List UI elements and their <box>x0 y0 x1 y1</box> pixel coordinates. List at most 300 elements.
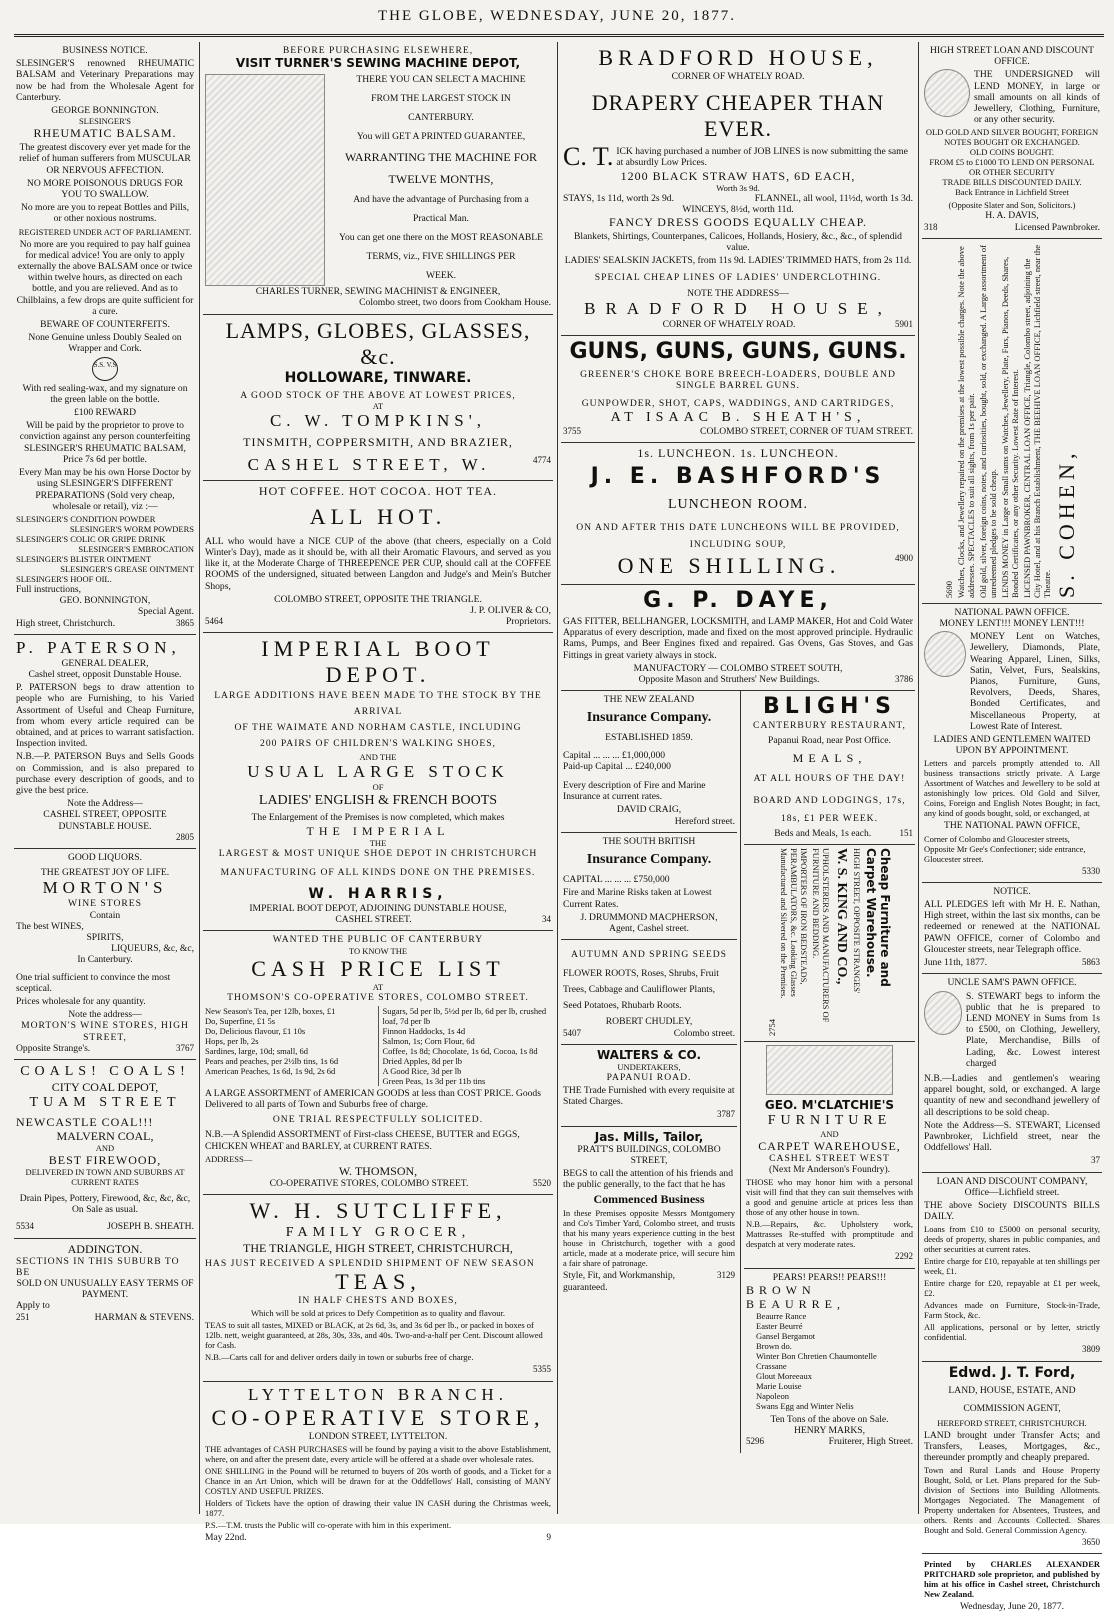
ad-text: Paid-up Capital ... £240,000 <box>563 760 671 772</box>
list-item: In Canterbury. <box>77 954 133 966</box>
price-list <box>205 1006 551 1086</box>
signature: HARMAN & STEVENS. <box>94 1311 194 1323</box>
price-item: Sugars, 5d per lb, 5½d per lb, 6d per lb, crushed loaf, 7d per lb <box>382 1005 547 1026</box>
ad-number: 5330 <box>1082 865 1100 876</box>
list-item: SLESINGER'S COLIC OR GRIPE DRINK <box>16 533 166 544</box>
ad-text: NEWCASTLE COAL!!! <box>16 1115 154 1130</box>
ad-title: S. COHEN, <box>1054 448 1079 598</box>
ad-number: 34 <box>542 914 551 925</box>
ad-text: BOARD AND LODGINGS, 17s, 18s, £1 PER WEEK. <box>753 794 906 824</box>
ad-text: Special Agent. <box>138 606 194 618</box>
ad-title: J. E. BASHFORD'S <box>590 464 886 490</box>
column-divider <box>557 42 558 1514</box>
ad-subtitle: LADIES' ENGLISH & FRENCH BOOTS <box>258 793 498 809</box>
ad-text: FANCY DRESS GOODS EQUALLY CHEAP. <box>608 215 868 230</box>
seal-icon: S.S. V.S <box>16 357 194 381</box>
ad-text: Every Man may be his own Horse Doctor by using SLESINGER'S DIFFERENT PREPARATIONS (Sold very cheap, wholesale or retail), viz :— <box>18 467 192 512</box>
ad-text: NO MORE POISONOUS DRUGS FOR YOU TO SWALLOW. <box>26 177 184 201</box>
ad-sutcliffe <box>203 1195 553 1382</box>
ad-text: SPECIAL CHEAP LINES OF LADIES' UNDERCLOTHING. <box>594 271 882 283</box>
ad-number: 5520 <box>533 1177 551 1188</box>
ad-subtitle: Cheap Furniture and Carpet Warehouse. <box>864 848 892 987</box>
signature: ROBERT CHUDLEY, <box>605 1016 693 1028</box>
ad-text: AND <box>95 1143 115 1154</box>
ad-heading: NOTICE. <box>993 885 1031 897</box>
ad-cohen <box>922 239 1102 604</box>
ad-heading: UNCLE SAM'S PAWN OFFICE. <box>947 977 1077 989</box>
address: HEREFORD STREET, CHRISTCHURCH. <box>937 1417 1087 1428</box>
ad-text: Capital ... ... ... £1,000,000 <box>563 749 666 761</box>
ad-text: FROM THE LARGEST STOCK IN <box>371 93 511 105</box>
drop-initial: C. T. <box>563 142 614 172</box>
ad-text: Letters and parcels promptly attended to. All business transactions strictly private. A Large Assortment of Watches and Jewellery to be sold at astonishingly low prices. Old Gold and Silver, Coins, Foreign and English Notes Bought; in fact, any kind of goods bought, sold, or exchanged, at <box>924 758 1100 819</box>
ad-text: TWELVE MONTHS, <box>388 172 494 187</box>
ad-subtitle: FAMILY GROCER, <box>285 1225 471 1241</box>
ad-text: FROM £5 to £1000 TO LEND ON PERSONAL OR OTHER SECURITY <box>929 157 1095 178</box>
ad-title: Jas. Mills, Tailor, <box>594 1129 704 1144</box>
ad-text: TO KNOW THE <box>348 945 408 956</box>
furniture-illustration <box>766 1045 893 1095</box>
ad-title: LYTTELTON BRANCH. <box>248 1384 508 1404</box>
ad-text: Licensed Pawnbroker. <box>1014 221 1100 233</box>
ad-text: GAS FITTER, BELLHANGER, LOCKSMITH, and LAMP MAKER, Hot and Cold Water Apparatus of every description, made and fixed on the most approved principle. Hydraulic Rams, Pumps, and Beer Engines fixed and repaired. Gas Ovens, Gas Stoves, and Gas Fittings in great variety always in stock. <box>563 616 913 661</box>
ad-heading: NATIONAL PAWN OFFICE. <box>954 606 1070 618</box>
ad-text: AND THE <box>359 752 397 763</box>
ad-text: You can get one there on the MOST REASONABLE <box>338 232 544 244</box>
ad-title: WALTERS & CO. <box>596 1047 702 1062</box>
ad-heading: BUSINESS NOTICE. <box>62 45 148 56</box>
ad-mills <box>561 1127 737 1298</box>
ad-text: Note the Address— <box>67 798 143 810</box>
ad-text: Full instructions, <box>16 583 82 595</box>
ad-text: BEST FIREWOOD, <box>48 1153 162 1168</box>
ad-number: 3650 <box>1082 1537 1100 1548</box>
ad-text: With red sealing-wax, and my signature on the green lable on the bottle. <box>22 382 188 405</box>
ad-text: Drain Pipes, Pottery, Firewood, &c, &c, &c, On Sale as usual. <box>19 1193 191 1216</box>
ad-text: THE above Society DISCOUNTS BILLS DAILY. <box>924 1199 1100 1223</box>
ad-number: 3865 <box>176 617 194 628</box>
ad-number: 5355 <box>533 1364 551 1375</box>
ad-text: STAYS, 1s 11d, worth 2s 9d. <box>563 192 674 204</box>
ad-heading: GOOD LIQUORS. <box>67 851 143 863</box>
ad-title: AUTUMN AND SPRING SEEDS <box>571 949 727 961</box>
ad-subtitle: THE GREATEST JOY OF LIFE. <box>40 867 170 879</box>
list-item: Glout Moreeaux <box>756 1370 812 1381</box>
ad-text: TERMS, viz., FIVE SHILLINGS PER <box>366 251 516 263</box>
ad-oliver <box>203 481 553 634</box>
address: PAPANUI ROAD. <box>606 1071 692 1083</box>
ad-king <box>744 845 915 1042</box>
ad-text: OF <box>372 782 384 793</box>
ad-text: Prices wholesale for any quantity. <box>16 996 146 1007</box>
ad-text: DELIVERED IN TOWN AND SUBURBS AT CURRENT RATES <box>25 1167 185 1188</box>
ad-slesinger-balsam <box>14 42 196 635</box>
ad-text: TEAS to suit all tastes, MIXED or BLACK, at 2s 6d, 3s, and 3s 6d per lb., or packed in boxes of 12lb. nett, weight guaranteed, at 28s, 30s, 33s, and 40s. Two-and-a-half per Cent. Discount allowed for Cash. <box>205 1320 543 1351</box>
ad-text: LADIES' SEALSKIN JACKETS, from 11s 9d. LADIES' TRIMMED HATS, from 2s 11d. <box>564 255 912 267</box>
address: Hereford street. <box>674 815 735 827</box>
ad-text: MEALS, <box>792 750 867 765</box>
ad-number: 5464 <box>205 616 223 627</box>
ad-text: And have the advantage of Purchasing from a <box>353 194 529 206</box>
ad-title: GUNS, GUNS, GUNS, GUNS. <box>569 339 907 365</box>
ad-text: WARRANTING THE MACHINE FOR <box>344 150 538 165</box>
ad-notice <box>922 883 1102 974</box>
ad-text: THE <box>369 837 387 848</box>
ad-text: GREENER'S CHOKE BORE BREECH-LOADERS, DOUBLE AND SINGLE BARREL GUNS. <box>580 369 896 392</box>
address: Corner of Colombo and Gloucester streets, Opposite Mr Gee's Confectioner; side entrance, Gloucester street. <box>924 833 1086 864</box>
ad-text: FLANNEL, all wool, 11½d, worth 1s 3d. <box>754 192 913 204</box>
signature: H. A. DAVIS, <box>985 210 1039 222</box>
ad-heading: HOT COFFEE. HOT COCOA. HOT TEA. <box>258 483 498 498</box>
ad-text: TRADE BILLS DISCOUNTED DAILY. <box>942 177 1082 188</box>
ad-text: REGISTERED UNDER ACT OF PARLIAMENT. <box>18 226 192 237</box>
ad-text: Entire charge for £20, repayable at £1 per week, £2. <box>924 1278 1100 1299</box>
price-item: Salmon, 1s; Corn Flour, 6d <box>382 1035 475 1046</box>
signature: J. P. OLIVER & CO, <box>470 605 551 617</box>
ad-text: WEEK. <box>425 270 457 282</box>
column-3 <box>561 42 915 1514</box>
ad-text: TINSMITH, COPPERSMITH, AND BRAZIER, <box>243 434 513 449</box>
address: CASHEL STREET, OPPOSITE DUNSTABLE HOUSE. <box>43 809 167 832</box>
ad-heading: PEARS! PEARS!! PEARS!!! <box>772 1271 887 1283</box>
ad-mclatchie <box>744 1042 915 1269</box>
ad-heading: THE NEW ZEALAND <box>603 694 695 706</box>
ad-text: Beds and Meals, 1s each. <box>774 827 872 839</box>
prep-list <box>16 514 194 584</box>
column-2 <box>203 42 553 1543</box>
signature: GEO. BONNINGTON, <box>59 595 151 607</box>
ad-text: IN HALF CHESTS AND BOXES, <box>298 1295 458 1307</box>
ad-text: FLOWER ROOTS, Roses, Shrubs, Fruit Trees, Cabbage and Cauliflower Plants, Seed Potatoes, Rhubarb Roots. <box>563 968 719 1012</box>
sewing-machine-illustration <box>205 74 325 286</box>
ad-subtitle: CANTERBURY RESTAURANT, <box>753 720 906 732</box>
ad-heading: BEFORE PURCHASING ELSEWHERE, <box>282 45 474 56</box>
ad-text: Contain <box>89 909 121 921</box>
ad-morton <box>14 849 196 1060</box>
address: MANUFACTORY — COLOMBO STREET SOUTH, <box>633 662 843 674</box>
price-item: Do, Superfine, £1 5s <box>205 1015 276 1026</box>
list-item: SLESINGER'S GREASE OINTMENT <box>60 563 194 574</box>
ad-subtitle: ONE SHILLING. <box>617 553 841 579</box>
ad-text: N.B.—Repairs, &c. Upholstery work, Mattrasses Re-stuffed with promptitude and despatch at very moderate rates. <box>746 1219 913 1250</box>
ad-davis <box>922 42 1102 239</box>
ad-text: Note the Address—S. STEWART, Licensed Pawnbroker, Lichfield street, near the Oddfellows' Hall. <box>924 1119 1100 1154</box>
price-item: Green Peas, 1s 3d per 11b tins <box>382 1075 486 1086</box>
ad-text: AT ALL HOURS OF THE DAY! <box>753 772 906 784</box>
address: CO-OPERATIVE STORES, COLOMBO STREET. <box>269 1177 469 1189</box>
ad-title: COALS! COALS! <box>20 1064 190 1080</box>
ad-marks <box>744 1269 915 1453</box>
ad-text: THE Trade Furnished with every requisite at Stated Charges. <box>563 1084 735 1108</box>
ad-text: Fire and Marine Risks taken at Lowest Current Rates. <box>563 887 712 910</box>
ad-subtitle: DRAPERY CHEAPER THAN EVER. <box>591 90 885 142</box>
ad-title: ADDINGTON. <box>67 1241 143 1256</box>
ad-number: 5407 <box>563 1027 581 1038</box>
list-item: SLESINGER'S BLISTER OINTMENT <box>16 553 152 564</box>
ad-text: ADDRESS— <box>205 1153 253 1164</box>
price-item: Sardines, large, 10d; small, 6d <box>205 1045 309 1056</box>
list-item: Marie Louise <box>756 1380 802 1391</box>
ad-title: W. H. SUTCLIFFE, <box>249 1198 507 1224</box>
ad-text: SOLD ON UNUSUALLY EASY TERMS OF PAYMENT. <box>16 1278 194 1301</box>
ad-number: 4774 <box>533 454 551 465</box>
ad-text: 200 PAIRS OF CHILDREN'S WALKING SHOES, <box>260 738 496 750</box>
address: Papanui Road, near Post Office. <box>768 735 891 747</box>
ad-imperial-boot <box>203 633 553 931</box>
ad-text: Advances made on Furniture, Stock-in-Trade, Farm Stock, &c. <box>924 1300 1100 1321</box>
ad-heading: LOAN AND DISCOUNT COMPANY, <box>936 1175 1088 1187</box>
list-item: Winter Bon Chretien Chaumontelle <box>756 1350 877 1361</box>
imprint <box>922 1554 1102 1617</box>
list-item: SLESINGER'S HOOF OIL. <box>16 573 112 584</box>
ad-number: 2805 <box>176 831 194 842</box>
list-item: SPIRITS, <box>86 931 124 943</box>
ad-text: THE IMPERIAL <box>306 823 450 838</box>
ad-number: 151 <box>899 827 913 838</box>
ad-number: 5863 <box>1082 957 1100 968</box>
ad-number: 37 <box>1091 1155 1100 1166</box>
ad-text: ON AND AFTER THIS DATE LUNCHEONS WILL BE PROVIDED, INCLUDING SOUP, <box>576 522 900 551</box>
ad-text: All applications, personal or by letter, strictly confidential. <box>924 1322 1100 1343</box>
ad-text: One trial sufficient to convince the most sceptical. <box>16 971 171 994</box>
ad-chudley <box>561 940 737 1045</box>
pawnbroker-balls-icon <box>924 991 962 1035</box>
ad-text: Every description of Fire and Marine Insurance at current rates. <box>563 780 706 803</box>
ad-subtitle: CORNER OF WHATELY ROAD. <box>671 71 805 82</box>
ad-title: BROWN BEAURRE, <box>746 1282 846 1311</box>
price-item: Hops, per lb, 2s <box>205 1035 259 1046</box>
ad-text: N.B.—P. PATERSON Buys and Sells Goods on Commission, and is also prepared to purchase every description of goods, and to give the best price. <box>16 751 194 796</box>
ad-text: GUNPOWDER, SHOT, CAPS, WADDINGS, AND CARTRIDGES, <box>581 397 895 409</box>
date: June 11th, 1877. <box>924 957 988 969</box>
ad-text: CAPITAL ... ... ... £750,000 <box>563 874 670 886</box>
ad-subtitle: TUAM STREET <box>29 1095 181 1111</box>
ad-text: (Next Mr Anderson's Foundry). <box>768 1164 891 1176</box>
ad-bligh <box>744 691 915 845</box>
ad-coals <box>14 1060 196 1239</box>
ad-subtitle: LADIES AND GENTLEMEN WAITED UPON BY APPOINTMENT. <box>933 734 1091 757</box>
ad-number: 3787 <box>717 1109 735 1120</box>
ad-national-pawn <box>922 604 1102 883</box>
ad-title: G. P. DAYE, <box>643 588 833 614</box>
ad-text: Note the address— <box>68 1009 142 1021</box>
ad-loan-discount <box>922 1173 1102 1362</box>
ad-title: P. PATERSON, <box>16 637 181 657</box>
price-item: Finnon Haddocks, 1s 4d <box>382 1025 466 1036</box>
ad-title: W. HARRIS, <box>308 886 448 903</box>
address: COLOMBO STREET, OPPOSITE THE TRIANGLE. <box>274 593 482 605</box>
ad-text: S. STEWART begs to inform the public that he is prepared to LEND MONEY in Sums from 1s to £500, on Clothing, Jewellery, Plate, Merchandise, Bills of Lading, &c. Lowest interest charged <box>966 990 1100 1069</box>
ad-title: BRADFORD HOUSE, <box>584 299 892 319</box>
ad-text: The greatest discovery ever yet made for the relief of human sufferers from MUSCULAR OR NERVOUS AFFECTION. <box>19 142 191 176</box>
column-4 <box>922 42 1102 1613</box>
ad-text: AND <box>820 1129 839 1140</box>
ad-heading: HIGH STREET LOAN AND DISCOUNT OFFICE. <box>930 45 1094 68</box>
address: LONDON STREET, LYTTELTON. <box>308 1430 448 1442</box>
ad-text: Proprietors. <box>505 616 551 628</box>
ad-text: Which will be sold at prices to Defy Competition as to quality and flavour. <box>250 1308 505 1319</box>
ad-text: Style, Fit, and Workmanship, guaranteed. <box>563 1270 676 1293</box>
price-item: A Good Rice, 3d per lb <box>382 1065 462 1076</box>
signature: CHARLES TURNER, SEWING MACHINIST & ENGINEER, <box>255 286 501 298</box>
ad-walters <box>561 1045 737 1127</box>
ad-text: SECTIONS IN THIS SUBURB TO BE <box>16 1255 180 1278</box>
ad-bashford <box>561 443 915 585</box>
ad-text: You will GET A PRINTED GUARANTEE, <box>356 131 526 143</box>
ad-subtitle: AT ISAAC B. SHEATH'S, <box>610 409 866 425</box>
ad-text: ALL PLEDGES left with Mr H. E. Nathan, High street, within the last six months, can be redeemed or renewed at the NATIONAL PAWN OFFICE, corner of Colombo and Gloucester streets, near Telegraph office. <box>924 899 1100 955</box>
ad-number: 9 <box>546 1531 551 1542</box>
ad-number: 5534 <box>16 1221 34 1232</box>
ad-text: The Enlargement of the Premises is now completed, which makes <box>251 812 505 824</box>
ad-text: Practical Man. <box>413 213 469 225</box>
ad-number: 4900 <box>895 553 913 564</box>
ad-subtitle: HOLLOWARE, TINWARE. <box>284 369 472 386</box>
ad-turner <box>203 42 553 315</box>
ad-text: ONE TRIAL RESPECTFULLY SOLICITED. <box>272 1114 484 1126</box>
price-item: Dried Apples, 8d per lb <box>382 1055 463 1066</box>
list-item: Napoleon <box>756 1390 790 1401</box>
ad-bradford <box>561 42 915 336</box>
ad-number: 3809 <box>1082 1344 1100 1355</box>
ad-text: A GOOD STOCK OF THE ABOVE AT LOWEST PRICES, <box>240 389 516 401</box>
signature: DAVID CRAIG, <box>616 804 682 816</box>
ad-lyttelton <box>203 1382 553 1548</box>
list-item: Beaurre Rance <box>756 1310 807 1321</box>
ad-title: Insurance Company. <box>586 852 712 868</box>
signature: J. DRUMMOND MACPHERSON, <box>580 911 718 923</box>
ad-text: Watches, Clocks, and Jewellery repaired on the premises at the lowest possible charges. Note the above addresses. SPECTACLES to suit all sights, from 1s per pair. <box>956 246 976 598</box>
ad-number: 5901 <box>895 319 913 330</box>
ad-text: N.B.—Carts call for and deliver orders daily in town or suburbs free of charge. <box>205 1352 474 1363</box>
ad-text: ONE SHILLING in the Pound will be returned to buyers of 20s worth of goods, and a Ticket for a Chance in an Art Union, which will be drawn for at the Oddfellows' Hall, consisting of MANY COSTLY AND USEFUL PRIZES. <box>205 1465 551 1496</box>
ad-ford <box>922 1362 1102 1555</box>
ad-text: No more are you required to pay half guinea for medical advice! You are only to apply externally the above BALSAM once or twice within twelve hours, as directed on each bottle, and you are relieved. And as to Chilblains, a few drops are quite sufficient for a cure. <box>16 238 194 317</box>
ad-thomson <box>203 931 553 1195</box>
address: Cashel street, opposit Dunstable House. <box>28 668 182 680</box>
address: MORTON'S WINE STORES, HIGH STREET, <box>21 1020 189 1043</box>
ad-text: OLD GOLD AND SILVER BOUGHT, FOREIGN NOTES BOUGHT OR EXCHANGED. <box>925 127 1099 148</box>
ad-subtitle: Commenced Business <box>593 1192 705 1207</box>
ad-text: LARGEST & MOST UNIQUE SHOE DEPOT IN CHRISTCHURCH <box>218 847 538 859</box>
ad-text: Printed by CHARLES ALEXANDER PRITCHARD sole proprietor, and published by him at his office in Cashel street, Christchurch New Zealand. <box>924 1559 1100 1600</box>
ad-text: ALL who would have a NICE CUP of the above (that cheers, especially on a Cold Winter's Day), made as it should be, with all their Aromatic Flavours, and served as you like it, at the Moderate Charge of THREEPENCE PER CUP, should call at the COFFEE ROOMS of the undersigned, situated between Langdon and Judge's and Mein's Butcher Shops, <box>205 535 551 592</box>
date: May 22nd. <box>205 1531 247 1543</box>
ad-text: Holders of Tickets have the option of drawing their value IN CASH during the Christmas week, 1877. <box>205 1497 551 1518</box>
ad-heading: THE SOUTH BRITISH <box>602 835 696 847</box>
ad-text: Entire charge for £10, repayable at ten shillings per week, £1. <box>924 1256 1100 1277</box>
column-1 <box>14 42 196 1514</box>
ad-text: No more are you to repeat Bottles and Pills, or other noxious nostrums. <box>20 202 190 225</box>
ad-text: N.B.—A Splendid ASSORTMENT of First-class CHEESE, BUTTER and EGGS, CHICKEN WHEAT and BARLEY, at CURRENT RATES. <box>205 1129 520 1152</box>
ad-text: A LARGE ASSORTMENT of AMERICAN GOODS at less than COST PRICE. Goods Delivered to all parts of Town and Suburbs free of charge. <box>205 1087 541 1111</box>
ad-text: None Genuine unless Doubly Sealed on Wrapper and Cork. <box>28 332 182 355</box>
ad-text: AT <box>372 400 384 411</box>
ad-title: ALL HOT. <box>309 503 447 529</box>
ad-text: Opposite Mason and Struthers' New Buildings. <box>638 674 820 686</box>
ad-text: THERE YOU CAN SELECT A MACHINE <box>356 74 526 86</box>
ad-text: THE UNDERSIGNED will LEND MONEY, in large or small amounts on all kinds of Jewellery, Clothing, Furniture, or any other security. <box>974 69 1100 126</box>
ad-text: LAND brought under Transfer Acts; and Transfers, Leases, Mortgages, &c., thereunder promptly and cheaply prepared. <box>924 1429 1100 1463</box>
ad-subtitle: TEAS, <box>335 1269 421 1295</box>
ad-nz-insurance <box>561 691 737 833</box>
ad-subtitle: THOMSON'S CO-OPERATIVE STORES, COLOMBO STREET. <box>227 991 529 1003</box>
ad-text: MONEY Lent on Watches, Jewellery, Diamonds, Plate, Wearing Apparel, Linen, Silks, Satin, Velvet, Furs, Sealskins, Pianos, Furniture, Guns, Revolvers, Deeds, Shares, Bonded Certificates, and Miscellaneous Property, at Lowest Rate of Interest. <box>970 631 1100 732</box>
ad-text: AT <box>372 981 384 992</box>
ad-text: Will be paid by the proprietor to prove to conviction against any person counterfeiting SLESINGER'S RHEUMATIC BALSAM, Price 7s 6d per bottle. <box>19 420 191 465</box>
price-item: American Peaches, 1s 6d, 1s 9d, 2s 6d <box>205 1065 336 1076</box>
signature: HENRY MARKS, <box>793 1425 866 1437</box>
address: COLOMBO STREET, CORNER OF TUAM STREET. <box>700 425 913 437</box>
ad-subtitle: CITY COAL DEPOT, <box>51 1080 159 1095</box>
address: High street, Christchurch. <box>16 617 116 629</box>
address: IMPERIAL BOOT DEPOT, ADJOINING DUNSTABLE HOUSE, <box>249 903 507 915</box>
ad-title: IMPERIAL BOOT DEPOT. <box>261 636 495 688</box>
list-item: Easter Beurré <box>756 1320 803 1331</box>
ad-text: Ten Tons of the above on Sale. <box>770 1413 889 1425</box>
ad-text: BEGS to call the attention of his friends and the public generally, to the fact that he has <box>563 1167 733 1191</box>
list-item: Gansel Bergamot <box>756 1330 816 1341</box>
address: PRATT'S BUILDINGS, COLOMBO STREET, <box>577 1143 721 1166</box>
ad-daye <box>561 585 915 691</box>
ad-text: In these Premises opposite Messrs Montgomery and Co's Timber Yard, Colombo street, and trusts that his many years experience cutting in the best house in Christchurch, together with a good article, made at a moderate price, will secure him a fair share of patronage. <box>563 1208 735 1269</box>
address: Colombo street. <box>673 1027 735 1039</box>
ad-text: OF THE WAIMATE AND NORHAM CASTLE, INCLUDING <box>234 722 522 734</box>
list-item: Swans Egg and Winter Nelis <box>756 1400 854 1411</box>
ad-text: MANUFACTURING OF ALL KINDS DONE ON THE PREMISES. <box>220 866 536 878</box>
ad-number: 5690 <box>944 580 954 598</box>
ad-subtitle: LAND, HOUSE, ESTATE, AND COMMISSION AGENT, <box>948 1384 1076 1414</box>
ad-text: 2754 <box>767 1019 777 1037</box>
ad-number: 251 <box>16 1311 30 1322</box>
list-item: LIQUEURS, &c, &c, <box>111 943 194 955</box>
ad-text: IMPORTERS OF IRON BEDSTEADS, PERAMBULATORS, &c. Looking Glasses Manufactured and Silvered on the Premises. <box>779 848 809 999</box>
ad-title: C. W. TOMPKINS', <box>269 410 487 430</box>
ad-title: W. S. KING AND CO., <box>834 848 849 985</box>
ad-number: 3755 <box>563 425 581 436</box>
ad-subtitle: LUNCHEON ROOM. <box>668 497 808 513</box>
ad-title: RHEUMATIC BALSAM. <box>33 126 177 141</box>
ad-text: SLESINGER'S renowned RHEUMATIC BALSAM and Veterinary Preparations may now be had from the Wholesale Agent for Canterbury. <box>16 58 194 103</box>
masthead: THE GLOBE, WEDNESDAY, JUNE 20, 1877. <box>378 8 736 24</box>
ad-subtitle: CORNER OF WHATELY ROAD. <box>662 319 796 331</box>
ad-number: 5296 <box>746 1436 764 1447</box>
ad-title: MORTON'S <box>42 878 168 898</box>
ad-text: P.S.—T.M. trusts the Public will co-operate with him in this experiment. <box>205 1519 452 1530</box>
ad-text: 1200 BLACK STRAW HATS, 6D EACH, <box>620 168 856 183</box>
ad-text: Back Entrance in Lichfield Street <box>955 187 1069 198</box>
ad-number: 3786 <box>895 674 913 685</box>
ad-text: N.B.—Ladies and gentlemen's wearing apparel bought, sold, or exchanged. A large quantity of new and secondhand jewellery of all descriptions to be sold cheap. <box>924 1072 1100 1118</box>
ad-text: ICK having purchased a number of JOB LINES is now submitting the same at absurdly Low Prices. <box>616 146 908 169</box>
ad-tompkins <box>203 315 553 481</box>
pawnbroker-balls-icon <box>924 631 966 677</box>
ad-text: THE advantages of CASH PURCHASES will be found by paying a visit to the above Establishment, where, on and after the present date, every article will be offered at a shade over wholesale rates. <box>205 1443 551 1464</box>
ad-stewart <box>922 974 1102 1172</box>
price-item: Coffee, 1s 8d; Chocolate, 1s 6d, Cocoa, 1s 8d <box>382 1045 538 1056</box>
ad-text: MALVERN COAL, <box>56 1129 154 1144</box>
ad-number: 318 <box>924 221 938 232</box>
address: CASHEL STREET. <box>335 914 412 926</box>
signature: W. THOMSON, <box>338 1163 418 1178</box>
ad-subtitle: CARPET WAREHOUSE, <box>758 1139 901 1154</box>
list-item: Crassane <box>756 1360 787 1371</box>
address: THE TRIANGLE, HIGH STREET, CHRISTCHURCH, <box>243 1241 513 1256</box>
ad-guns <box>561 336 915 443</box>
ad-subtitle: GENERAL DEALER, <box>61 657 149 669</box>
ad-number: 3767 <box>176 1042 194 1053</box>
price-item: Do, Delicious flavour, £1 10s <box>205 1025 306 1036</box>
